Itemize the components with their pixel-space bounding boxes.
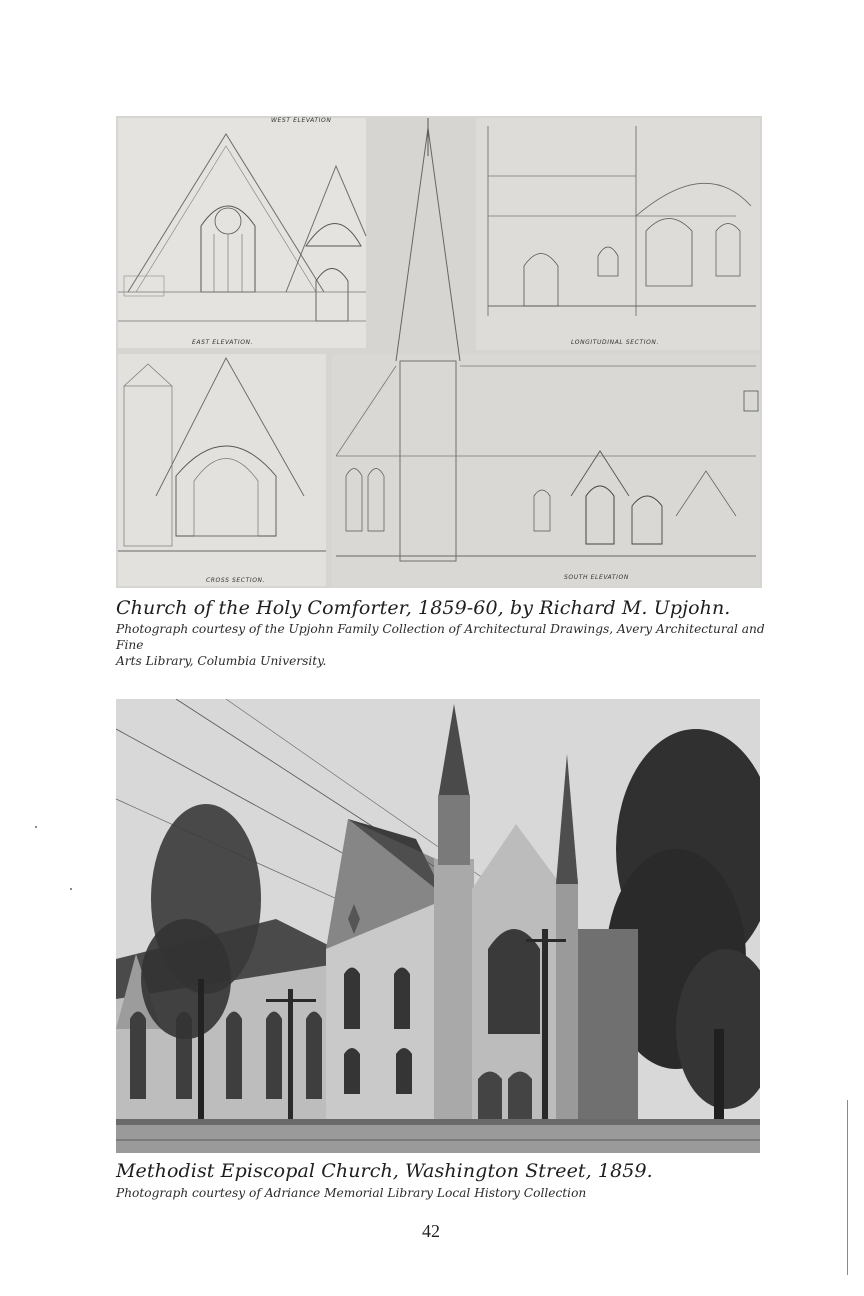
longitudinal-section-drawing <box>476 118 760 350</box>
architectural-drawings-image <box>116 116 762 588</box>
cross-section-drawing <box>118 354 326 586</box>
figure1-caption-title: Church of the Holy Comforter, 1859-60, by Richard M. Upjohn. <box>116 597 731 619</box>
east-elevation-drawing <box>118 117 366 348</box>
page-number: 42 <box>422 1221 440 1241</box>
figure2-caption-title: Methodist Episcopal Church, Washington Street, 1859. <box>116 1160 653 1182</box>
figure1-credit-line-2: Arts Library, Columbia University. <box>116 654 327 668</box>
scan-edge-line <box>847 1100 848 1275</box>
drawing-label-longitudinal-section: LONGITUDINAL SECTION. <box>571 339 660 346</box>
drawing-label-cross-section: CROSS SECTION. <box>206 577 266 584</box>
figure2-caption-credit: Photograph courtesy of Adriance Memorial Library Local History Collection <box>116 1186 587 1200</box>
scan-dot-1 <box>35 826 37 828</box>
drawing-label-west-elevation: WEST ELEVATION <box>271 117 332 124</box>
figure1-credit-line-1: Photograph courtesy of the Upjohn Family Collection of Architectural Drawings, Avery Architectural and Fine <box>116 622 765 652</box>
drawing-label-south-elevation: SOUTH ELEVATION <box>564 574 629 581</box>
scan-dot-2 <box>70 888 72 890</box>
drawing-label-east-elevation: EAST ELEVATION. <box>192 339 254 346</box>
church-photograph <box>116 699 760 1153</box>
figure1-caption-credit <box>116 621 766 669</box>
